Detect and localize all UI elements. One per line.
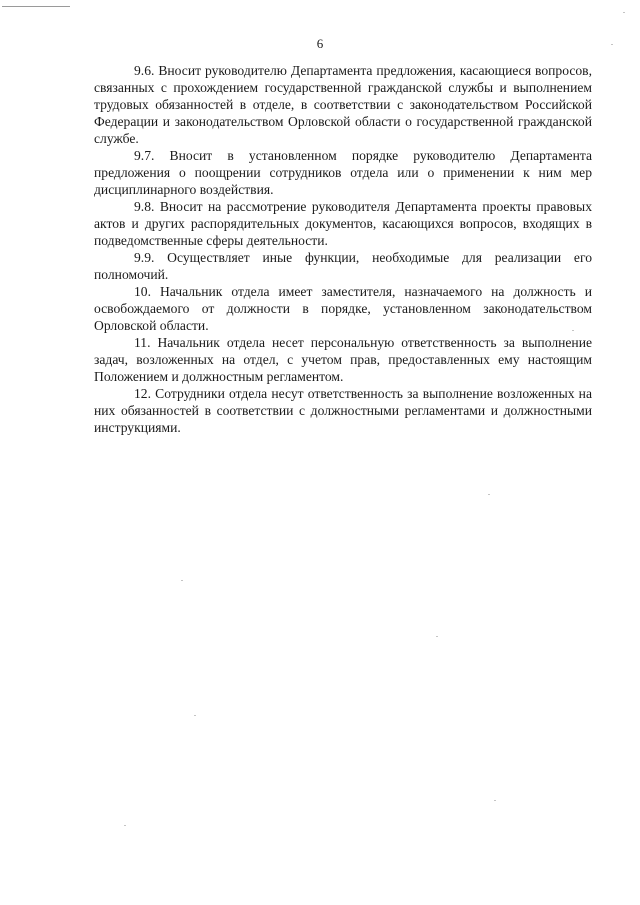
paragraph-10: 10. Начальник отдела имеет заместителя, назначаемого на должность и освобождаемого от должности в порядке, установленном законодательством Орловской области. xyxy=(94,284,592,333)
document-body xyxy=(94,62,592,436)
scan-speck xyxy=(124,825,126,826)
scan-speck xyxy=(181,580,183,581)
scan-speck xyxy=(623,12,625,13)
paragraph-11: 11. Начальник отдела несет персональную ответственность за выполнение задач, возложенных на отдел, с учетом прав, предоставленных ему настоящим Положением и должностным регламентом. xyxy=(94,335,592,384)
paragraph-9-6: 9.6. Вносит руководителю Департамента предложения, касающиеся вопросов, связанных с прохождением государственной гражданской службы и выполнением трудовых обязанностей в отделе, в соответствии с законодательством Российской Федерации и законодательством Орловской области о государственной гражданской службе. xyxy=(94,63,592,146)
scan-speck xyxy=(572,330,574,331)
page-number: 6 xyxy=(316,36,324,51)
scan-speck xyxy=(488,494,490,495)
paragraph-12: 12. Сотрудники отдела несут ответственность за выполнение возложенных на них обязанностей в соответствии с должностными регламентами и должностными инструкциями. xyxy=(94,386,592,435)
scan-speck xyxy=(436,636,438,637)
paragraph-9-9: 9.9. Осуществляет иные функции, необходимые для реализации его полномочий. xyxy=(94,250,592,282)
paragraph-9-8: 9.8. Вносит на рассмотрение руководителя Департамента проекты правовых актов и других распорядительных документов, касающихся вопросов, входящих в подведомственные сферы деятельности. xyxy=(94,199,592,248)
scan-speck xyxy=(494,800,496,801)
scan-speck xyxy=(194,715,196,716)
scan-speck xyxy=(611,44,613,45)
scan-artifact-line xyxy=(2,6,70,7)
paragraph-9-7: 9.7. Вносит в установленном порядке руководителю Департамента предложения о поощрении сотрудников отдела или о применении к ним мер дисциплинарного воздействия. xyxy=(94,148,592,197)
